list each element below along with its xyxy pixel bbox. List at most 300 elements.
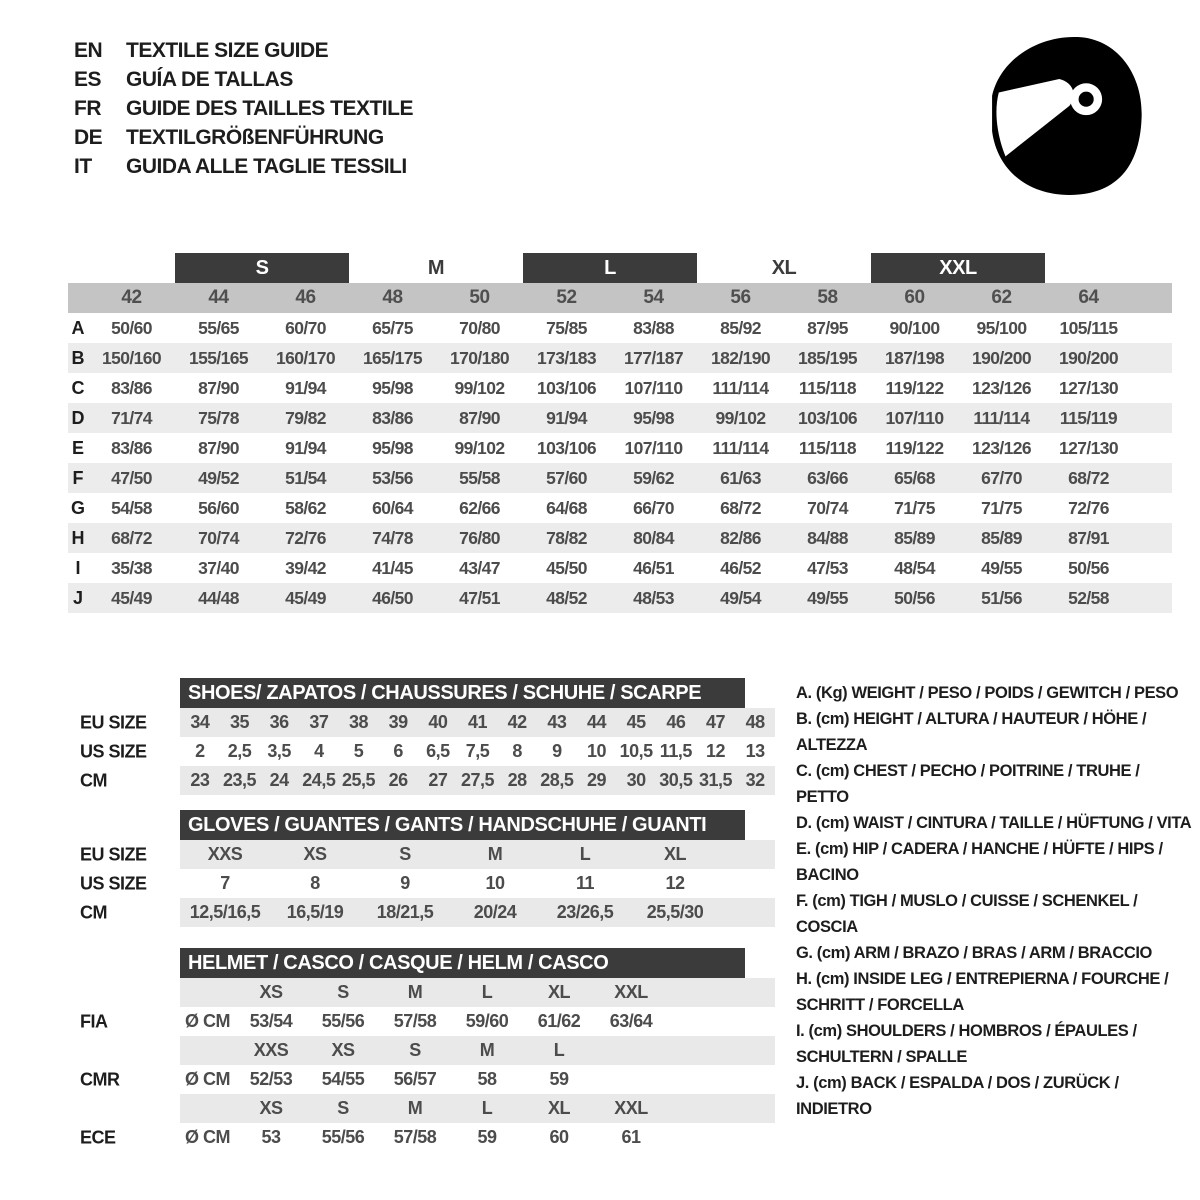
cell: 23 [190,770,210,790]
cell: XS [259,1098,283,1118]
cell: 56/57 [393,1069,437,1089]
cell: 49/55 [807,587,848,608]
numeric-size: 60 [904,287,925,308]
cell: 47/53 [807,557,848,578]
cell: 115/119 [1059,407,1118,428]
cell: 11 [575,873,595,893]
numeric-size: 64 [1078,287,1099,308]
legend-line: D. (cm) WAIST / CINTURA / TAILLE / HÜFTUNG / VITA [796,814,1192,832]
cell: 78/82 [546,527,587,548]
cell: 26 [388,770,408,790]
cell: 123/126 [971,377,1032,398]
cell: 11,5 [659,741,692,761]
cell: L [481,1098,493,1118]
cell: XXL [614,1098,648,1118]
cell: 83/86 [372,407,413,428]
cell: 24,5 [302,770,336,790]
cell: 76/80 [459,527,500,548]
cell: XXS [207,844,243,864]
legend-line: G. (cm) ARM / BRAZO / BRAS / ARM / BRACCIO [796,944,1152,962]
cell: 52/53 [249,1069,293,1089]
spacer [180,1108,235,1109]
cell: 83/86 [111,437,152,458]
row-letter: E [71,437,84,458]
cell: 58/62 [285,497,326,518]
cell: 68/72 [720,497,761,518]
cell: 71/75 [981,497,1022,518]
racing-helmet-icon [982,32,1150,200]
cell: 3,5 [267,741,291,761]
cell: 9 [400,873,410,893]
cell: L [579,844,591,864]
helmet-header: HELMET / CASCO / CASQUE / HELM / CASCO [180,948,745,978]
size-group-xxl: XXL [871,253,1045,283]
cell: 127/130 [1058,437,1119,458]
cell: 68/72 [1068,467,1109,488]
cell: 105/115 [1059,317,1118,338]
guide-title: GUÍA DE TALLAS [126,67,293,91]
cell: 61 [621,1127,641,1147]
cell: 60/64 [372,497,413,518]
cell: 91/94 [285,437,326,458]
cell: 28,5 [540,770,574,790]
cell: 150/160 [101,347,162,368]
language-code: DE [74,125,103,149]
cell: 5 [353,741,364,761]
cell: 99/102 [454,437,505,458]
cell: 59 [549,1069,569,1089]
cell: 107/110 [624,437,683,458]
cell: 32 [745,770,765,790]
cell: 103/106 [797,407,858,428]
cell: 50/56 [1068,557,1109,578]
cell: 177/187 [623,347,684,368]
table-row [68,1123,1172,1152]
cell: 46/50 [372,587,413,608]
cell: 87/90 [459,407,500,428]
cell: 53/54 [249,1011,293,1031]
cell: 119/122 [885,437,944,458]
row-label: CM [80,902,107,922]
cell: 111/114 [712,437,769,458]
cell: 50/60 [111,317,152,338]
size-group-s: S [175,253,349,283]
cell: XL [547,982,570,1002]
cell: 127/130 [1058,377,1119,398]
cell: 95/98 [372,377,413,398]
size-table-row [68,553,1172,583]
cell: 36 [269,712,289,732]
cell: M [487,844,503,864]
row-label: US SIZE [80,741,147,761]
cell: 62/66 [459,497,500,518]
cell: 60 [549,1127,569,1147]
diameter-label: Ø CM [185,1069,230,1089]
cell: 107/110 [885,407,944,428]
cell: 29 [586,770,606,790]
cell: 59/62 [633,467,674,488]
cell: 38 [348,712,368,732]
cell: 39/42 [285,557,326,578]
size-table-row [68,343,1172,373]
numeric-size: 54 [643,287,664,308]
numeric-size: 62 [991,287,1012,308]
cell: 85/92 [720,317,761,338]
cell: M [407,1098,423,1118]
numeric-size-band [68,283,1172,313]
spacer [68,298,88,299]
gloves-header: GLOVES / GUANTES / GANTS / HANDSCHUHE / GUANTI [180,810,745,840]
language-code: EN [74,38,103,62]
cell: 70/74 [198,527,239,548]
cell: 90/100 [889,317,940,338]
cell: 67/70 [981,467,1022,488]
cell: 57/58 [393,1127,437,1147]
cell: 2 [195,741,205,761]
row-letter: C [71,377,85,398]
cell: 10 [485,873,505,893]
cell: XS [303,844,327,864]
cell: 91/94 [285,377,326,398]
cell: 44 [586,712,606,732]
row-letter: A [71,317,85,338]
cell: 58 [477,1069,497,1089]
cmr-values-row [180,1065,775,1094]
cell: 155/165 [188,347,249,368]
cell: 23/26,5 [556,902,614,922]
numeric-size: 56 [730,287,751,308]
cell: 45/49 [285,587,326,608]
cell: 13 [745,741,765,761]
row-letter: D [71,407,85,428]
cell: 85/89 [981,527,1022,548]
cell: XS [331,1040,355,1060]
cell: 83/88 [633,317,674,338]
measurement-legend [796,680,1192,1122]
guide-title: TEXTILE SIZE GUIDE [126,38,329,62]
cell: 27 [428,770,448,790]
cell: 60/70 [285,317,326,338]
cell: 87/95 [807,317,848,338]
fia-sizes-row [180,978,775,1007]
cell: 103/106 [536,377,597,398]
cell: 7 [220,873,230,893]
cell: 42 [507,712,527,732]
size-group-xl: XL [771,256,797,279]
cell: 61/63 [720,467,761,488]
cell: 66/70 [633,497,674,518]
cell: 39 [388,712,408,732]
cell: 6 [393,741,403,761]
legend-line: I. (cm) SHOULDERS / HOMBROS / ÉPAULES / SCHULTERN / SPALLE [796,1022,1137,1066]
cell: 9 [552,741,562,761]
language-code: FR [74,96,101,120]
cell: 182/190 [710,347,771,368]
cell: 56/60 [198,497,239,518]
size-group-l: L [523,253,697,283]
cell: M [407,982,423,1002]
cell: S [409,1040,421,1060]
legend-line: A. (Kg) WEIGHT / PESO / POIDS / GEWITCH / PESO [796,684,1179,702]
cell: 48/52 [546,587,587,608]
gloves-eu-row [180,840,775,869]
cell: 35/38 [111,557,152,578]
cell: 37 [309,712,329,732]
cell: 54/55 [321,1069,365,1089]
language-title-list [74,36,413,181]
row-label: ECE [80,1127,116,1147]
cell: 75/78 [198,407,239,428]
language-row [74,65,413,94]
cell: 57/58 [393,1011,437,1031]
cell: 4 [314,741,324,761]
numeric-size: 50 [469,287,490,308]
language-row [74,123,413,152]
cell: 84/88 [807,527,848,548]
cell: 99/102 [715,407,766,428]
cell: 20/24 [473,902,517,922]
cell: 16,5/19 [286,902,344,922]
cell: 41 [467,712,487,732]
cell: 43 [547,712,567,732]
cell: 71/75 [894,497,935,518]
numeric-size: 46 [295,287,316,308]
cell: 190/200 [1058,347,1119,368]
cell: XXL [614,982,648,1002]
cell: 83/86 [111,377,152,398]
cell: 87/91 [1068,527,1109,548]
shoes-eu-row [180,708,775,737]
cell: 74/78 [372,527,413,548]
cell: 49/55 [981,557,1022,578]
cell: S [337,982,349,1002]
legend-line: F. (cm) TIGH / MUSLO / CUISSE / SCHENKEL / COSCIA [796,892,1138,936]
cell: 72/76 [285,527,326,548]
size-group-m: M [427,256,445,279]
cell: 123/126 [971,437,1032,458]
cell: M [479,1040,495,1060]
cell: L [481,982,493,1002]
cell: 48/53 [633,587,674,608]
language-row [74,36,413,65]
cell: XXS [253,1040,289,1060]
cell: L [553,1040,565,1060]
cell: 80/84 [633,527,674,548]
cell: 6,5 [426,741,450,761]
row-label: CMR [80,1069,120,1089]
size-table-row [68,463,1172,493]
cell: 30,5 [659,770,693,790]
cell: 103/106 [536,437,597,458]
cell: 27,5 [460,770,495,790]
cell: 34 [190,712,210,732]
numeric-size: 42 [121,287,142,308]
cell: 187/198 [884,347,945,368]
numeric-size: 44 [208,287,229,308]
cell: 54/58 [111,497,152,518]
size-table-body [68,313,1172,613]
numeric-size: 58 [817,287,838,308]
row-letter: J [72,587,83,608]
cell: 87/90 [198,377,239,398]
size-table-row [68,433,1172,463]
size-table-row [68,493,1172,523]
cell: 165/175 [362,347,423,368]
cell: 48 [745,712,765,732]
size-table-row [68,583,1172,613]
cell: 99/102 [454,377,505,398]
cmr-sizes-row [180,1036,775,1065]
cell: 12,5/16,5 [189,902,261,922]
diameter-label: Ø CM [185,1011,230,1031]
cell: 12 [665,873,685,893]
cell: 8 [512,741,522,761]
row-label: EU SIZE [80,844,147,864]
cell: 71/74 [111,407,152,428]
size-table-row [68,523,1172,553]
row-label: US SIZE [80,873,147,893]
cell: 63/66 [807,467,848,488]
cell: 65/75 [372,317,413,338]
cell: 115/118 [798,377,857,398]
cell: 12 [705,741,725,761]
cell: S [399,844,411,864]
cell: 52/58 [1068,587,1109,608]
cell: 59/60 [465,1011,509,1031]
guide-title: GUIDE DES TAILLES TEXTILE [126,96,413,120]
shoes-us-row [180,737,775,766]
garment-size-table [68,253,1172,613]
cell: 8 [310,873,320,893]
cell: 45/49 [111,587,152,608]
cell: 46/51 [633,557,674,578]
row-letter: I [75,557,81,578]
row-label: FIA [80,1011,108,1031]
cell: 119/122 [885,377,944,398]
cell: 70/80 [459,317,500,338]
cell: 53/56 [372,467,413,488]
cell: 170/180 [449,347,510,368]
cell: 95/98 [633,407,674,428]
row-letter: G [70,497,85,518]
cell: 31,5 [698,770,733,790]
ece-values-row [180,1123,775,1152]
cell: 70/74 [807,497,848,518]
legend-line: H. (cm) INSIDE LEG / ENTREPIERNA / FOURCHE / SCHRITT / FORCELLA [796,970,1169,1014]
cell: 57/60 [546,467,587,488]
cell: 47 [705,712,725,732]
cell: 44/48 [198,587,239,608]
legend-line: B. (cm) HEIGHT / ALTURA / HAUTEUR / HÖHE / ALTEZZA [796,710,1147,754]
cell: 87/90 [198,437,239,458]
row-letter: B [71,347,85,368]
gloves-cm-row [180,898,775,927]
cell: 61/62 [537,1011,581,1031]
cell: 115/118 [798,437,857,458]
cell: 160/170 [275,347,336,368]
fia-values-row [180,1007,775,1036]
cell: 23,5 [222,770,257,790]
size-table-row [68,373,1172,403]
cell: 49/54 [720,587,761,608]
cell: 53 [261,1127,281,1147]
cell: 64/68 [546,497,587,518]
shoes-header: SHOES/ ZAPATOS / CHAUSSURES / SCHUHE / SCARPE [180,678,745,708]
cell: 51/56 [981,587,1022,608]
spacer [180,1050,235,1051]
cell: 49/52 [198,467,239,488]
language-row [74,152,413,181]
cell: 55/56 [321,1011,365,1031]
cell: 28 [507,770,527,790]
cell: 55/56 [321,1127,365,1147]
guide-title: GUIDA ALLE TAGLIE TESSILI [126,154,407,178]
size-group-header [68,253,1172,283]
numeric-size: 48 [382,287,403,308]
cell: 47/51 [459,587,500,608]
language-row [74,94,413,123]
numeric-size: 52 [556,287,577,308]
cell: 43/47 [459,557,500,578]
cell: 190/200 [971,347,1032,368]
cell: 79/82 [285,407,326,428]
row-label: CM [80,770,107,790]
cell: 75/85 [546,317,587,338]
cell: 82/86 [720,527,761,548]
cell: XS [259,982,283,1002]
cell: 10 [586,741,606,761]
row-letter: H [71,527,85,548]
ece-sizes-row [180,1094,775,1123]
cell: 63/64 [609,1011,653,1031]
cell: 46 [666,712,686,732]
size-table-row [68,403,1172,433]
cell: 91/94 [546,407,587,428]
cell: 55/58 [459,467,500,488]
cell: 185/195 [797,347,858,368]
cell: 65/68 [894,467,935,488]
cell: 35 [229,712,249,732]
cell: 30 [626,770,646,790]
cell: 25,5/30 [646,902,704,922]
shoes-cm-row [180,766,775,795]
cell: 47/50 [111,467,152,488]
cell: 50/56 [894,587,935,608]
language-code: ES [74,67,102,91]
cell: 24 [269,770,289,790]
cell: 55/65 [198,317,239,338]
cell: 107/110 [624,377,683,398]
cell: 68/72 [111,527,152,548]
row-letter: F [72,467,84,488]
cell: 111/114 [712,377,769,398]
cell: 10,5 [619,741,653,761]
gloves-us-row [180,869,775,898]
cell: 72/76 [1068,497,1109,518]
row-label: EU SIZE [80,712,147,732]
cell: 48/54 [894,557,935,578]
cell: 45 [626,712,646,732]
cell: 2,5 [227,741,252,761]
size-table-row [68,313,1172,343]
legend-line: E. (cm) HIP / CADERA / HANCHE / HÜFTE / HIPS / BACINO [796,840,1163,884]
cell: 41/45 [372,557,413,578]
cell: 59 [477,1127,497,1147]
cell: 85/89 [894,527,935,548]
cell: 40 [428,712,448,732]
cell: 46/52 [720,557,761,578]
cell: 7,5 [465,741,490,761]
